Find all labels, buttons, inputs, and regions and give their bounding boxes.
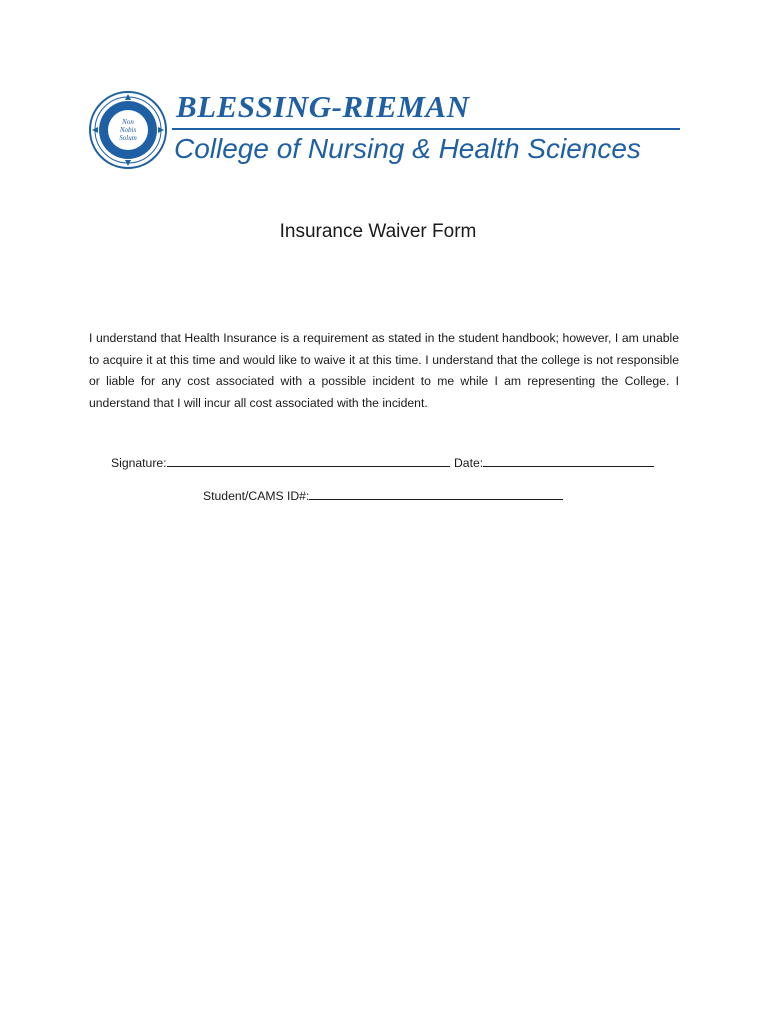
letterhead-divider	[172, 128, 680, 130]
signature-label: Signature:	[111, 456, 167, 470]
signature-blank[interactable]	[167, 454, 450, 467]
student-id-field[interactable]	[203, 487, 563, 505]
college-seal-icon	[88, 90, 168, 170]
letterhead	[88, 90, 688, 172]
seal-motto-line-2: Nobis	[119, 126, 137, 134]
student-id-label: Student/CAMS ID#:	[203, 489, 310, 503]
seal-motto-line-1: Non	[122, 118, 134, 126]
date-blank[interactable]	[483, 454, 654, 467]
signature-field[interactable]	[111, 454, 450, 472]
form-title: Insurance Waiver Form	[279, 221, 477, 242]
college-subtitle: College of Nursing & Health Sciences	[174, 133, 641, 164]
date-label: Date:	[454, 456, 484, 470]
college-name: BLESSING-RIEMAN	[176, 89, 470, 124]
date-field[interactable]	[454, 454, 654, 472]
waiver-statement: I understand that Health Insurance is a requirement as stated in the student handbook; however, I am unable to acquire it at this time and would like to waive it at this time. I understand that the college is not responsible or liable for any cost associated with a possible incident to me while I am representing the College. I understand that I will incur all cost associated with the incident.	[89, 331, 679, 410]
seal-motto-line-3: Solum	[119, 134, 137, 142]
student-id-blank[interactable]	[309, 487, 563, 500]
